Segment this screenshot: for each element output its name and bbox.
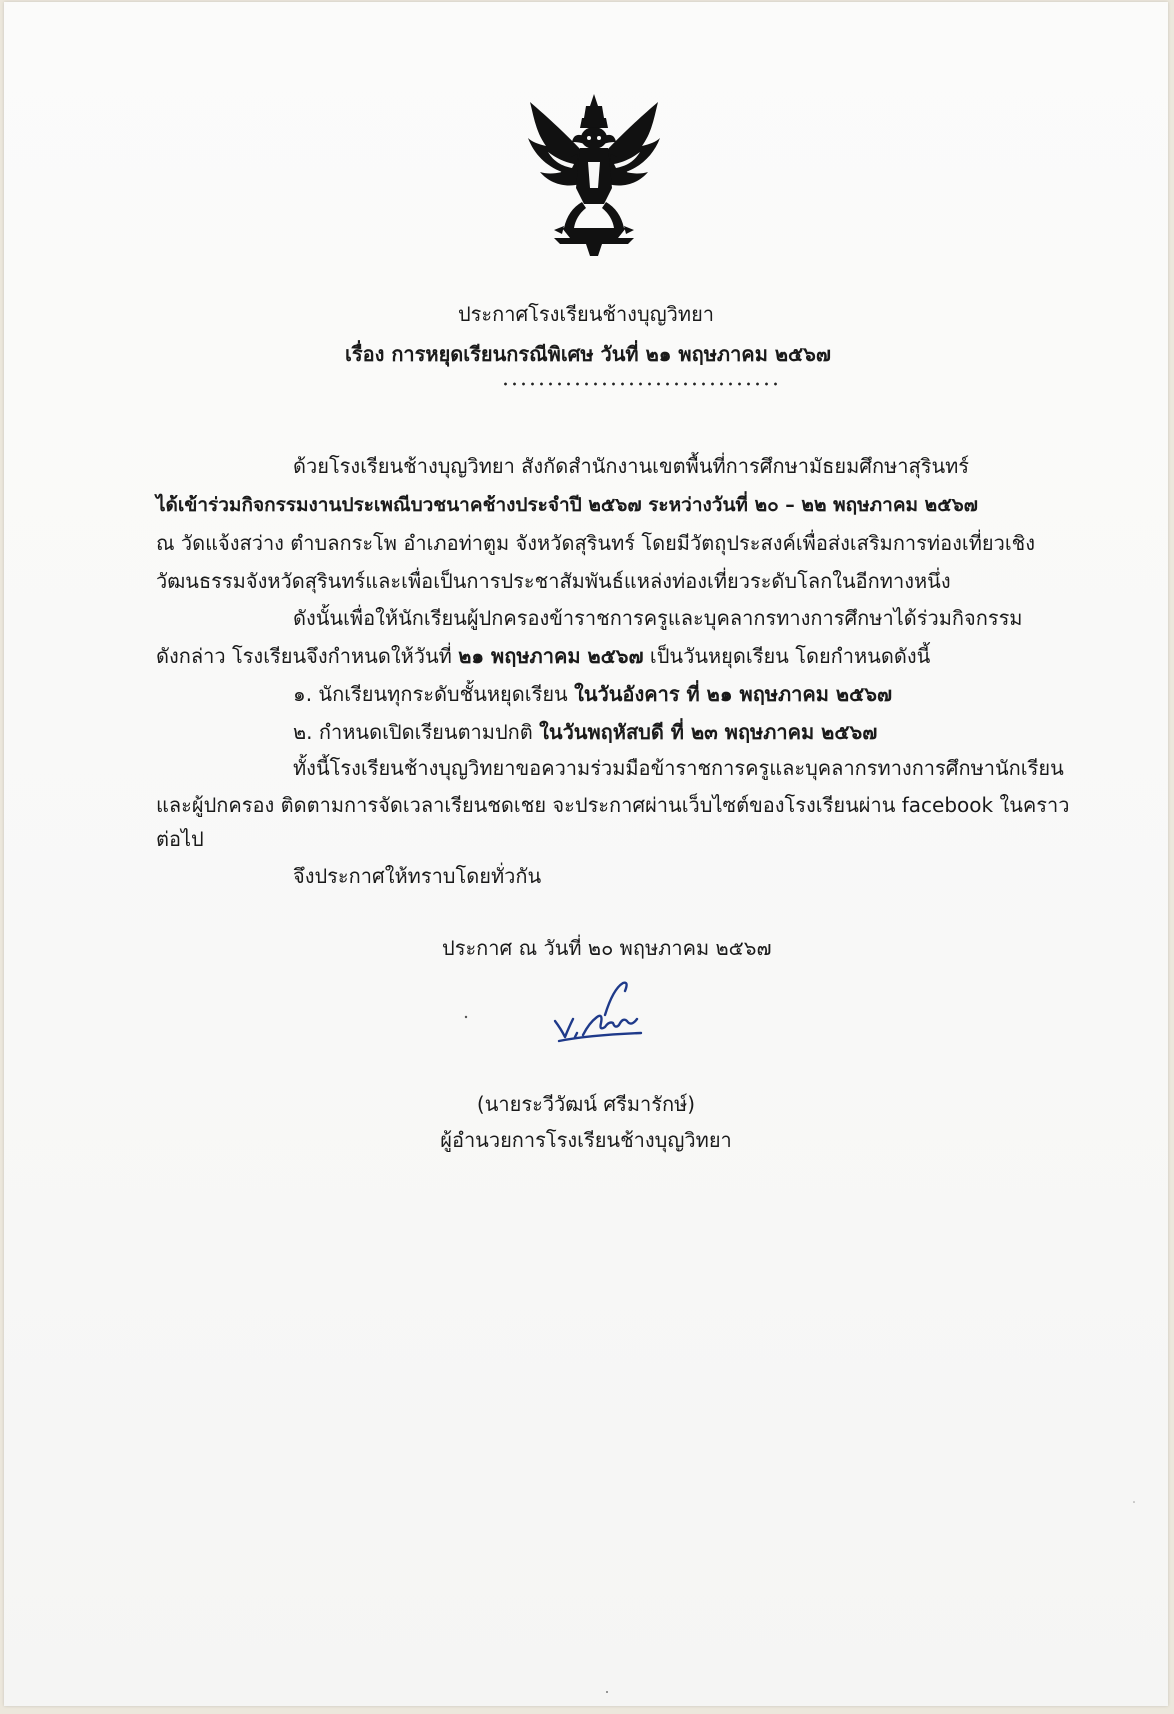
announcement-subject: เรื่อง การหยุดเรียนกรณีพิเศษ วันที่ ๒๑ พฤษภาคม ๒๕๖๗ [345,342,831,366]
paragraph-3-line-2: และผู้ปกครอง ติดตามการจัดเวลาเรียนชดเชย จะประกาศผ่านเว็บไซต์ของโรงเรียนผ่าน facebook ในคราว [156,793,1070,817]
paragraph-1-line-1: ด้วยโรงเรียนช้างบุญวิทยา สังกัดสำนักงานเขตพื้นที่การศึกษามัธยมศึกษาสุรินทร์ [293,454,970,478]
holiday-date: ๒๑ พฤษภาคม ๒๕๖๗ [458,644,644,668]
signer-title: ผู้อำนวยการโรงเรียนช้างบุญวิทยา [440,1128,732,1152]
document-page [4,2,1168,1706]
list-item-2-text: ๒. กำหนดเปิดเรียนตามปกติ [293,720,540,744]
dotted-divider [501,382,783,386]
closing-statement: จึงประกาศให้ทราบโดยทั่วกัน [293,864,542,888]
list-item-1 [293,680,892,708]
paragraph-2-line-2 [156,642,930,670]
list-item-2 [293,718,877,746]
announcement-date: ประกาศ ณ วันที่ ๒๐ พฤษภาคม ๒๕๖๗ [442,936,772,960]
paragraph-3-line-1: ทั้งนี้โรงเรียนช้างบุญวิทยาขอความร่วมมือข้าราชการครูและบุคลากรทางการศึกษานักเรียน [293,756,1064,780]
signer-name: (นายระวีวัฒน์ ศรีมารักษ์) [476,1092,696,1116]
list-item-1-date: ในวันอังคาร ที่ ๒๑ พฤษภาคม ๒๕๖๗ [574,682,892,706]
paragraph-1-line-2: ได้เข้าร่วมกิจกรรมงานประเพณีบวชนาคช้างประจำปี ๒๕๖๗ ระหว่างวันที่ ๒๐ – ๒๒ พฤษภาคม ๒๕๖๗ [156,494,978,516]
list-item-2-date: ในวันพฤหัสบดี ที่ ๒๓ พฤษภาคม ๒๕๖๗ [539,720,878,744]
handwritten-signature-icon [549,977,649,1057]
garuda-emblem-icon [524,92,664,257]
paragraph-2-text-a: ดังกล่าว โรงเรียนจึงกำหนดให้วันที่ [156,644,459,668]
list-item-1-text: ๑. นักเรียนทุกระดับชั้นหยุดเรียน [293,682,575,706]
paragraph-1-line-4: วัฒนธรรมจังหวัดสุรินทร์และเพื่อเป็นการประชาสัมพันธ์แหล่งท่องเที่ยวระดับโลกในอีกทางหนึ่ง [156,569,951,593]
paragraph-2-text-c: เป็นวันหยุดเรียน โดยกำหนดดังนี้ [643,644,931,668]
announcement-title: ประกาศโรงเรียนช้างบุญวิทยา [457,302,715,326]
paper-texture [4,2,1168,1706]
paragraph-2-line-1: ดังนั้นเพื่อให้นักเรียนผู้ปกครองข้าราชการครูและบุคลากรทางการศึกษาได้ร่วมกิจกรรม [293,606,1023,630]
paragraph-1-line-3: ณ วัดแจ้งสว่าง ตำบลกระโพ อำเภอท่าตูม จังหวัดสุรินทร์ โดยมีวัตถุประสงค์เพื่อส่งเสริมการท่องเที่ยวเชิง [156,531,1036,555]
paragraph-3-line-3: ต่อไป [156,827,204,851]
